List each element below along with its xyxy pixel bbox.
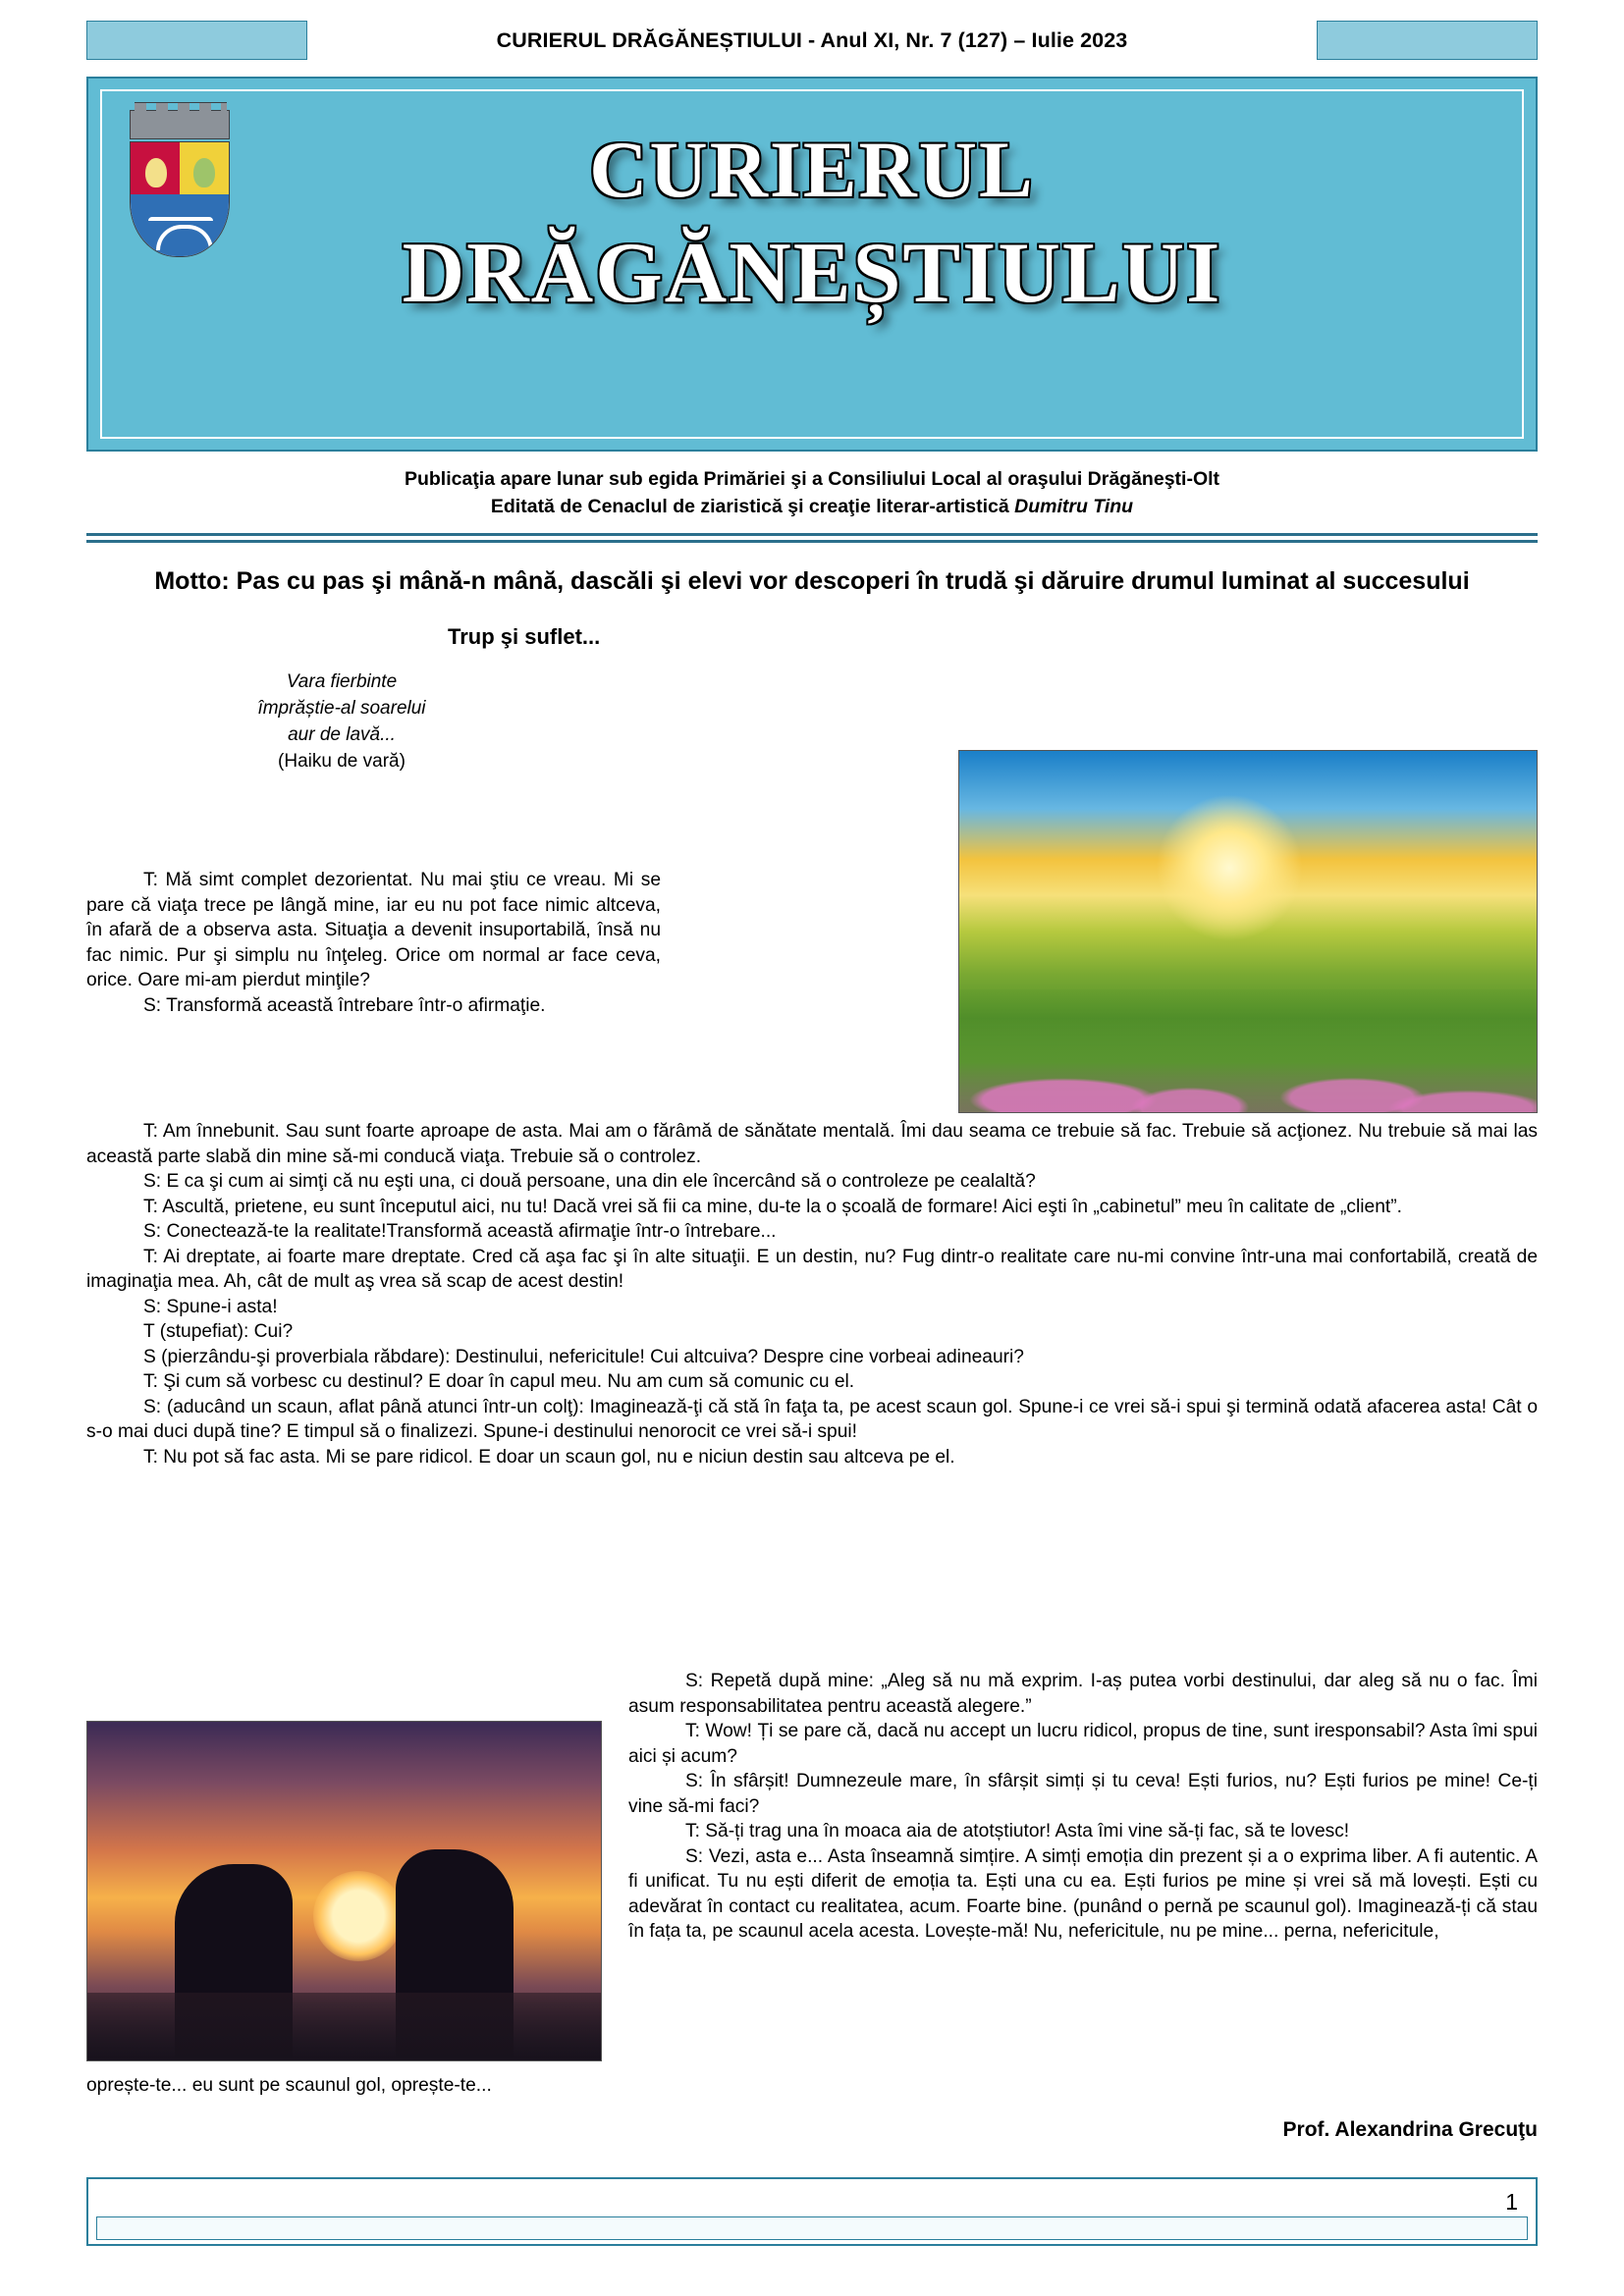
header-decoration-left (86, 21, 307, 60)
paragraph: S: E ca şi cum ai simţi că nu eşti una, ci două persoane, una din ele încercând să o controleze pe cealaltă? (143, 1171, 1036, 1193)
issue-title: CURIERUL DRĂGĂNEȘTIULUI - Anul XI, Nr. 7 (127) – Iulie 2023 (496, 27, 1128, 52)
paragraph: S: Transformă această întrebare într-o afirmaţie. (143, 994, 546, 1016)
haiku-source: (Haiku de vară) (278, 750, 406, 772)
article-byline: Prof. Alexandrina Grecuţu (1282, 2118, 1538, 2141)
paragraph: S: Vezi, asta e... Asta înseamnă simțire. A simți emoția din prezent și a o exprima liber. A fi autentic. A fi unificat. Tu nu ești diferit de emoția ta. Ești una cu ea. Ești furios pe mine și vrei să mă lovești. Ești cu adevărat în contact cu realitatea, acum. Foarte bine. (punând o pernă pe scaunul gol). Imaginează-ți că stau în fața ta, pe scaunul acela acesta. Lovește-mă! Nu, nefericitule, nu pe mine... perna, nefericitule, (628, 1845, 1538, 1943)
paragraph: S: Spune-i asta! (143, 1296, 278, 1317)
article-title: Trup şi suflet... (448, 624, 601, 650)
article-column-bottom-right (628, 1669, 1538, 1945)
masthead-title-line1: CURIERUL (589, 125, 1035, 214)
article-tail-line: oprește-te... eu sunt pe scaunul gol, oprește-te... (86, 2075, 492, 2096)
haiku-line-1: Vara fierbinte (286, 671, 398, 693)
paragraph: S: (aducând un scaun, aflat până atunci într-un colţ): Imaginează-ţi că stă în faţa ta, pe acest scaun gol. Spune-i ce vrei să-i spui şi termină odată afacerea asta! Cât o s-o mai duci după tine? E timpul să o finalizezi. Spune-i destinului nenorocit ce vrei să-i spui! (86, 1396, 1538, 1443)
paragraph: S (pierzându-şi proverbiala răbdare): Destinului, nefericitule! Cui altcuiva? Despre cine vorbeai adineauri? (143, 1346, 1024, 1367)
running-head (86, 0, 1538, 67)
page-footer (86, 2177, 1538, 2246)
paragraph: T: Wow! Ți se pare că, dacă nu accept un lucru ridicol, propus de tine, sunt iresponsabil? Asta îmi spui aici și acum? (628, 1721, 1538, 1767)
paragraph: T: Nu pot să fac asta. Mi se pare ridicol. E doar un scaun gol, nu e niciun destin sau altceva pe el. (143, 1446, 955, 1468)
article-body-full (86, 1119, 1538, 1469)
paragraph: T (stupefiat): Cui? (143, 1321, 294, 1343)
subtitle-line-2-plain: Editată de Cenaclul de ziaristică şi creaţie literar-artistică (490, 496, 1015, 518)
subtitle-line-1: Publicaţia apare lunar sub egida Primăriei şi a Consiliului Local al oraşului Drăgăneşti-Olt (404, 468, 1220, 490)
paragraph: T: Şi cum să vorbesc cu destinul? E doar în capul meu. Nu am cum să comunic cu el. (143, 1371, 855, 1393)
footer-decoration-bar (96, 2216, 1528, 2240)
cenacle-name: Dumitru Tinu (1014, 496, 1134, 518)
summer-field-photo (958, 750, 1538, 1113)
paragraph: T: Am înnebunit. Sau sunt foarte aproape de asta. Mai am o fărâmă de sănătate mentală. Îmi dau seama ce trebuie să fac. Trebuie să acţionez. Nu trebuie să mai las această parte slabă din mine să-mi conducă viaţa. Trebuie să o controlez. (86, 1121, 1538, 1167)
beach-foreground (87, 1993, 601, 2060)
paragraph: T: Ai dreptate, ai foarte mare dreptate. Cred că aşa fac şi în alte situaţii. E un destin, nu? Fug dintr-o realitate care nu-mi convine într-una mai confortabilă, creată de imaginaţia mea. Ah, cât de mult aş vrea să scap de acest destin! (86, 1246, 1538, 1293)
paragraph: T: Mă simt complet dezorientat. Nu mai ştiu ce vreau. Mi se pare că viaţa trece pe lângă mine, iar eu nu pot face nimic altceva, în afară de a observa asta. Situaţia a devenit insuportabilă, însă nu fac nimic. Pur şi simplu nu înţeleg. Orice om normal ar face ceva, orice. Oare mi-am pierdut minţile? (86, 870, 661, 991)
publication-subtitle (86, 465, 1538, 521)
couple-silhouette-photo (86, 1721, 602, 2061)
subtitle-line-2 (86, 493, 1538, 520)
divider (86, 533, 1538, 543)
page-number: 1 (1505, 2189, 1518, 2215)
haiku-block (86, 669, 597, 775)
paragraph: T: Să-ți trag una în moaca aia de atotștiutor! Asta îmi vine să-ți fac, să te lovesc! (685, 1821, 1350, 1842)
paragraph: T: Ascultă, prietene, eu sunt începutul aici, nu tu! Dacă vrei să fii ca mine, du-te la o școală de formare! Aici eşti în „cabinetul” meu în calitate de „client”. (143, 1196, 1402, 1217)
masthead (86, 77, 1538, 452)
paragraph: S: În sfârșit! Dumnezeule mare, în sfârșit simți și tu ceva! Ești furios, nu? Ești furios pe mine! Ce-ți vine să-mi faci? (628, 1771, 1538, 1817)
haiku-line-2: împrăștie-al soarelui (257, 698, 426, 719)
paragraph: S: Conectează-te la realitate!Transformă această afirmaţie într-o întrebare... (143, 1221, 777, 1243)
article-column-top-left (86, 868, 661, 1018)
motto: Motto: Pas cu pas şi mână-n mână, dascăli şi elevi vor descoperi în trudă şi dăruire drumul luminat al succesului (154, 566, 1470, 595)
header-decoration-right (1317, 21, 1538, 60)
masthead-title-line2: DRĂGĂNEȘTIULUI (402, 226, 1222, 321)
paragraph: S: Repetă după mine: „Aleg să nu mă exprim. I-aș putea vorbi destinului, dar aleg să nu o fac. Îmi asum responsabilitatea pentru această alegere.” (628, 1671, 1538, 1717)
haiku-line-3: aur de lavă... (288, 723, 396, 745)
